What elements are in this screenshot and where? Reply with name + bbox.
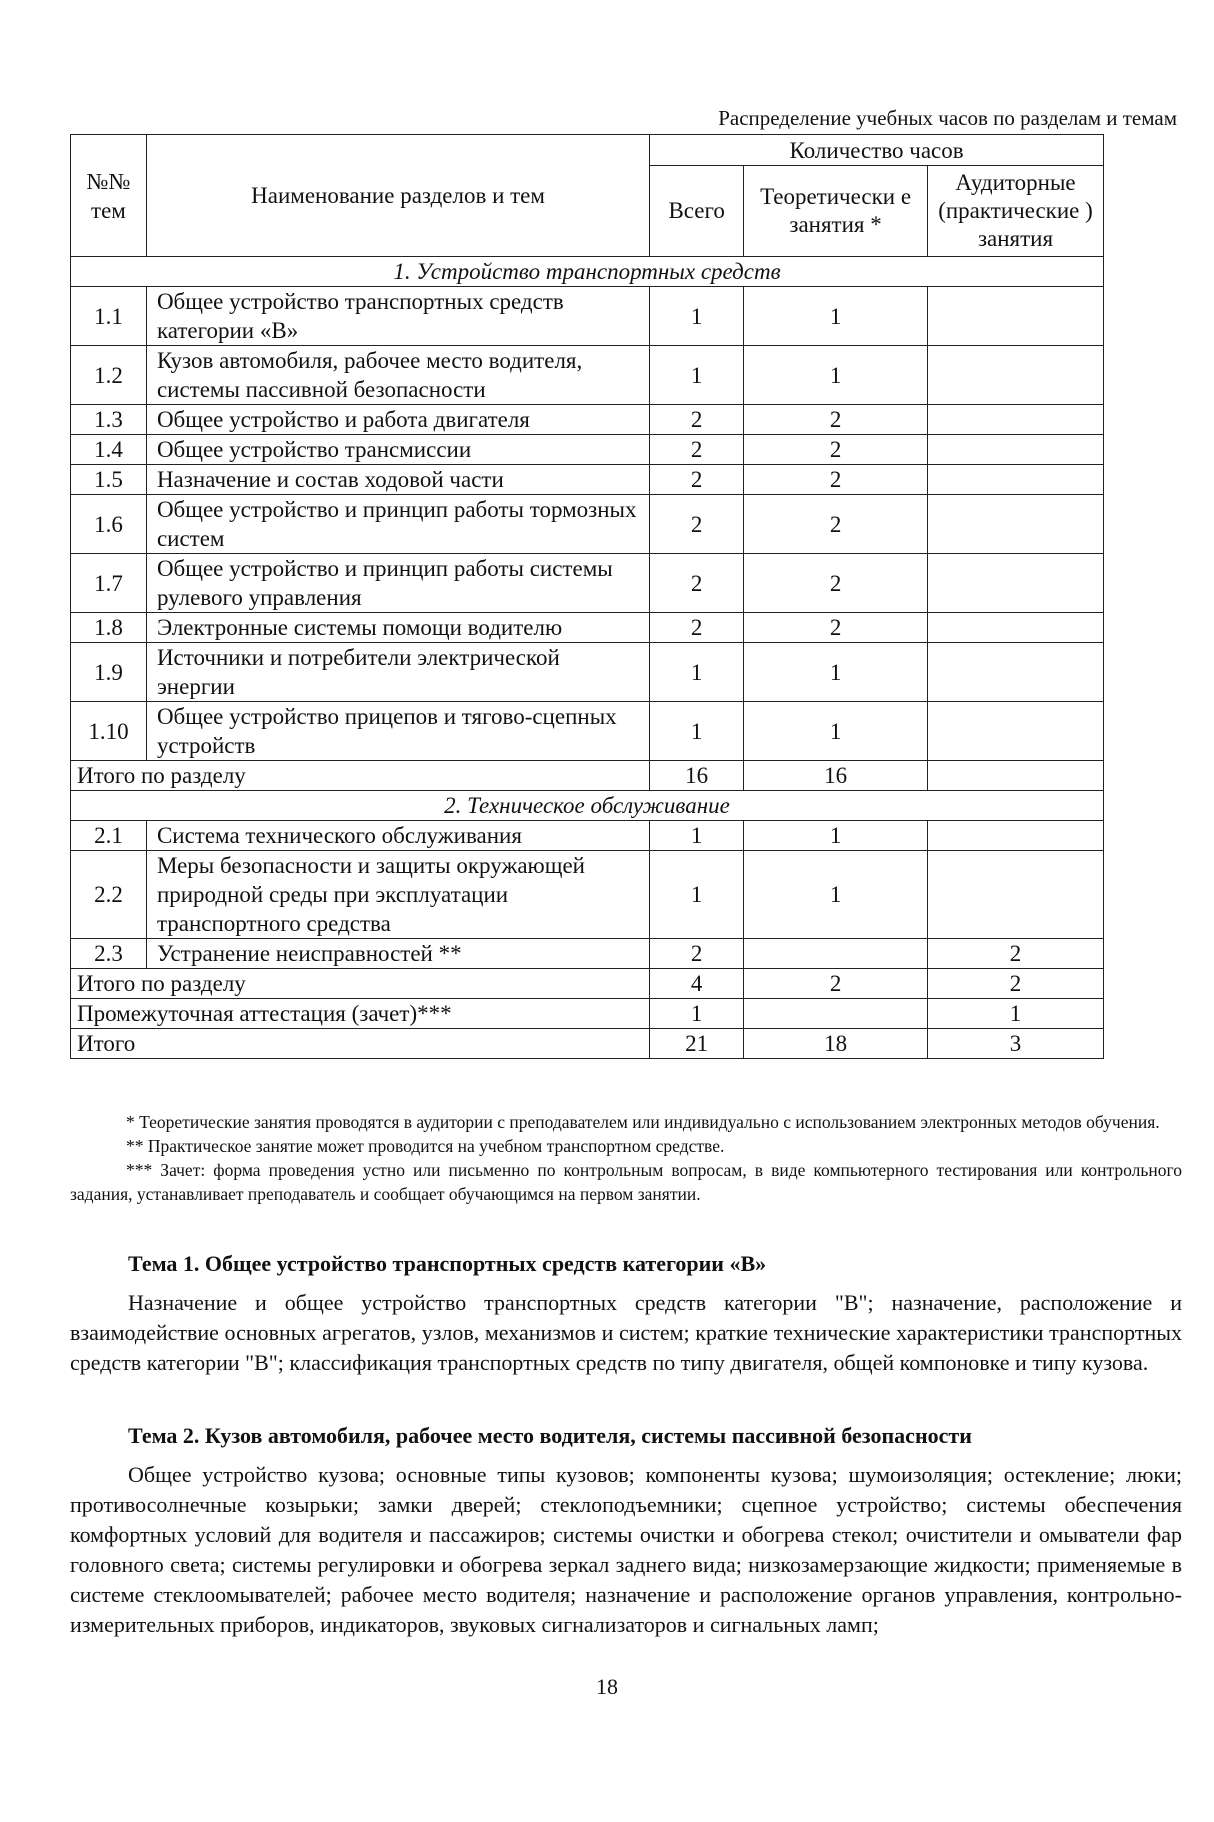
row-num: 1.3 [71, 405, 147, 435]
row-theory: 1 [744, 346, 928, 405]
row-practice [928, 435, 1104, 465]
row-practice [928, 465, 1104, 495]
row-num: 2.1 [71, 821, 147, 851]
section-title: 1. Устройство транспортных средств [71, 257, 1104, 287]
footnote-1: * Теоретические занятия проводятся в аудитории с преподавателем или индивидуально с использованием электронных методов обучения. [126, 1112, 1160, 1132]
hours-table-body [71, 135, 1104, 1059]
row-num: 1.9 [71, 643, 147, 702]
row-name: Общее устройство и работа двигателя [146, 405, 649, 435]
row-theory: 2 [744, 495, 928, 554]
row-total: 1 [650, 287, 744, 346]
subtotal-total: 16 [650, 761, 744, 791]
row-practice [928, 821, 1104, 851]
subtotal-row [71, 969, 1104, 999]
row-practice [928, 554, 1104, 613]
topic-2-heading: Тема 2. Кузов автомобиля, рабочее место водителя, системы пассивной безопасности [128, 1423, 972, 1448]
header-practice: Аудиторные (практические ) занятия [928, 166, 1104, 257]
table-row [71, 851, 1104, 939]
row-total: 1 [650, 346, 744, 405]
row-num: 1.5 [71, 465, 147, 495]
row-name: Общее устройство и принцип работы системы рулевого управления [146, 554, 649, 613]
row-name: Общее устройство транспортных средств категории «В» [146, 287, 649, 346]
attestation-row [71, 999, 1104, 1029]
row-total: 2 [650, 554, 744, 613]
header-total: Всего [650, 166, 744, 257]
row-num: 1.7 [71, 554, 147, 613]
row-name: Кузов автомобиля, рабочее место водителя, системы пассивной безопасности [146, 346, 649, 405]
header-count: Количество часов [650, 135, 1104, 166]
topic-2-text: Общее устройство кузова; основные типы кузовов; компоненты кузова; шумоизоляция; остекление; люки; противосолнечные козырьки; замки дверей; стеклоподъемники; сцепное устройство; системы обеспечения комфортных условий для водителя и пассажиров; системы очистки и обогрева стекол; очистители и омыватели фар головного света; системы регулировки и обогрева зеркал заднего вида; низкозамерзающие жидкости; применяемые в системе стеклоомывателей; рабочее место водителя; назначение и расположение органов управления, контрольно-измерительных приборов, индикаторов, звуковых сигнализаторов и сигнальных ламп; [70, 1462, 1182, 1637]
topic-1-text: Назначение и общее устройство транспортных средств категории "В"; назначение, расположение и взаимодействие основных агрегатов, узлов, механизмов и систем; краткие технические характеристики транспортных средств категории "В"; классификация транспортных средств по типу двигателя, общей компоновке и типу кузова. [70, 1290, 1182, 1375]
row-theory: 1 [744, 851, 928, 939]
row-name: Электронные системы помощи водителю [146, 613, 649, 643]
footnote-3: *** Зачет: форма проведения устно или письменно по контрольным вопросам, в виде компьютерного тестирования или контрольного задания, устанавливает преподаватель и сообщает обучающимся на первом занятии. [70, 1160, 1182, 1204]
row-theory: 1 [744, 287, 928, 346]
section-title: 2. Техническое обслуживание [71, 791, 1104, 821]
table-row [71, 287, 1104, 346]
header-name: Наименование разделов и тем [146, 135, 649, 257]
row-theory: 2 [744, 554, 928, 613]
table-row [71, 465, 1104, 495]
row-total: 2 [650, 495, 744, 554]
row-theory: 2 [744, 435, 928, 465]
grand-total-row [71, 1029, 1104, 1059]
row-practice [928, 613, 1104, 643]
subtotal-total: 4 [650, 969, 744, 999]
table-row [71, 346, 1104, 405]
row-name: Общее устройство трансмиссии [146, 435, 649, 465]
row-practice [928, 702, 1104, 761]
row-num: 1.10 [71, 702, 147, 761]
header-theory: Теоретически е занятия * [744, 166, 928, 257]
row-practice [928, 495, 1104, 554]
row-practice [928, 287, 1104, 346]
row-name: Меры безопасности и защиты окружающей природной среды при эксплуатации транспортного средства [146, 851, 649, 939]
row-practice [928, 405, 1104, 435]
row-practice [928, 643, 1104, 702]
row-total: 1 [650, 643, 744, 702]
hours-table [70, 134, 1104, 1059]
subtotal-theory: 2 [744, 969, 928, 999]
row-total: 2 [650, 405, 744, 435]
table-row [71, 554, 1104, 613]
row-name: Назначение и состав ходовой части [146, 465, 649, 495]
header-num: №№ тем [71, 135, 147, 257]
grand-total-label: Итого [71, 1029, 650, 1059]
table-row [71, 821, 1104, 851]
row-total: 2 [650, 465, 744, 495]
table-row [71, 495, 1104, 554]
row-name: Источники и потребители электрической энергии [146, 643, 649, 702]
row-name: Общее устройство и принцип работы тормозных систем [146, 495, 649, 554]
footnotes [70, 1110, 1182, 1206]
row-num: 1.4 [71, 435, 147, 465]
row-theory: 2 [744, 405, 928, 435]
theory-cell: 18 [744, 1029, 928, 1059]
row-total: 1 [650, 851, 744, 939]
practice-cell: 1 [928, 999, 1104, 1029]
row-total: 1 [650, 821, 744, 851]
table-caption: Распределение учебных часов по разделам и темам [718, 106, 1177, 130]
row-num: 1.2 [71, 346, 147, 405]
row-name: Система технического обслуживания [146, 821, 649, 851]
row-name: Устранение неисправностей ** [146, 939, 649, 969]
row-num: 2.3 [71, 939, 147, 969]
subtotal-practice: 2 [928, 969, 1104, 999]
table-row [71, 613, 1104, 643]
row-theory [744, 939, 928, 969]
section-title-row [71, 257, 1104, 287]
subtotal-practice [928, 761, 1104, 791]
page-number: 18 [596, 1674, 618, 1699]
row-theory: 1 [744, 821, 928, 851]
table-row [71, 435, 1104, 465]
subtotal-row [71, 761, 1104, 791]
practice-cell: 3 [928, 1029, 1104, 1059]
topic-1-heading: Тема 1. Общее устройство транспортных средств категории «В» [128, 1251, 767, 1276]
row-total: 2 [650, 939, 744, 969]
section-title-row [71, 791, 1104, 821]
subtotal-theory: 16 [744, 761, 928, 791]
subtotal-label: Итого по разделу [71, 761, 650, 791]
row-theory: 2 [744, 465, 928, 495]
row-practice [928, 346, 1104, 405]
attestation-label: Промежуточная аттестация (зачет)*** [71, 999, 650, 1029]
row-num: 1.8 [71, 613, 147, 643]
row-theory: 1 [744, 702, 928, 761]
row-num: 1.1 [71, 287, 147, 346]
total-cell: 1 [650, 999, 744, 1029]
footnote-2: ** Практическое занятие может проводится на учебном транспортном средстве. [126, 1136, 725, 1156]
table-row [71, 405, 1104, 435]
row-name: Общее устройство прицепов и тягово-сцепных устройств [146, 702, 649, 761]
row-theory: 1 [744, 643, 928, 702]
row-practice: 2 [928, 939, 1104, 969]
theory-cell [744, 999, 928, 1029]
row-num: 2.2 [71, 851, 147, 939]
row-total: 1 [650, 702, 744, 761]
table-row [71, 939, 1104, 969]
row-num: 1.6 [71, 495, 147, 554]
row-theory: 2 [744, 613, 928, 643]
subtotal-label: Итого по разделу [71, 969, 650, 999]
table-row [71, 702, 1104, 761]
table-header-row [71, 135, 1104, 166]
row-practice [928, 851, 1104, 939]
table-row [71, 643, 1104, 702]
row-total: 2 [650, 613, 744, 643]
total-cell: 21 [650, 1029, 744, 1059]
row-total: 2 [650, 435, 744, 465]
